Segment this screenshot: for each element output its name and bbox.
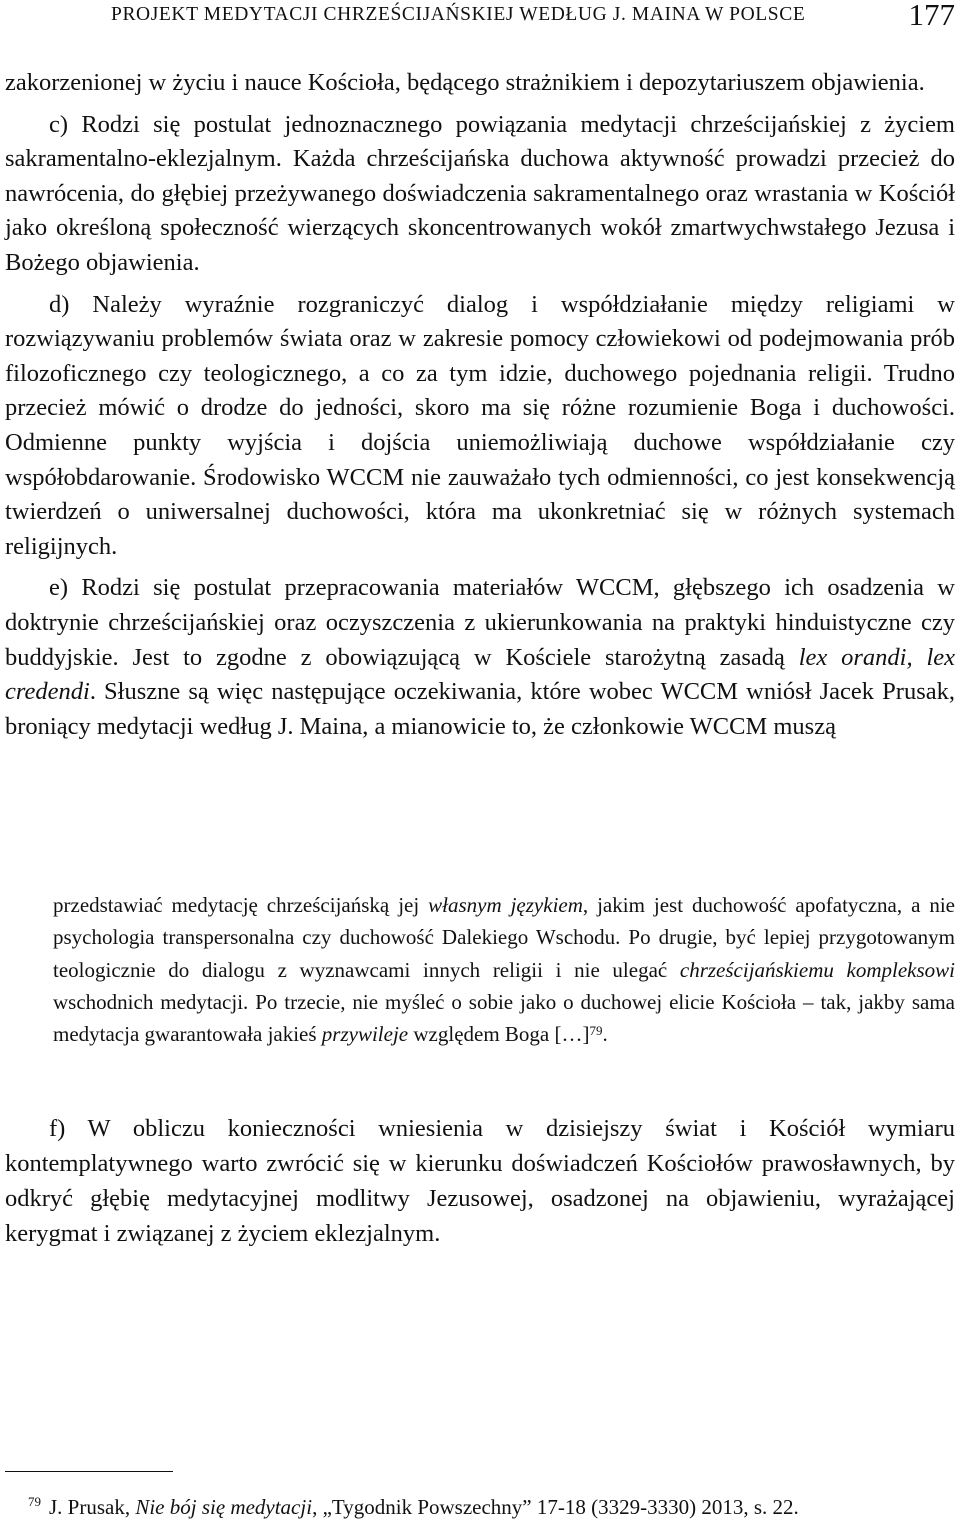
footnote: 79 J. Prusak, Nie bój się medytacji, „Tygodnik Powszechny” 17-18 (3329-3330) 2013, s. 22. [28, 1494, 799, 1519]
footnote-divider [5, 1471, 173, 1472]
quote-text-3: wschodnich medytacji. Po trzecie, nie myśleć o sobie jako o duchowej elicie Kościoła – tak, jakby sama medytacja gwarantowała jakieś [53, 989, 955, 1047]
quote-text-2: , jakim jest duchowość apofatyczna, a nie psychologia transpersonalna czy duchowość Dalekiego Wschodu. Po drugie, być lepiej przygotowanym teologicznie do dialogu z wyznawcami innych religii i nie ulegać [53, 893, 955, 982]
paragraph-e-text-1: e) Rodzi się postulat przepracowania materiałów WCCM, głębszego ich osadzenia w doktrynie chrześcijańskiej oraz oczyszczenia z ukierunkowania na praktyki hinduistyczne czy buddyjskie. Jest to zgodne z obowiązującą w Kościele starożytną zasadą [5, 574, 955, 671]
quote-italic-1: własnym językiem [428, 893, 583, 917]
main-text [5, 66, 955, 744]
paragraph-d: d) Należy wyraźnie rozgraniczyć dialog i współdziałanie między religiami w rozwiązywaniu problemów świata oraz w zakresie pomocy człowiekowi od podejmowania prób filozoficznego czy teologicznego, a co za tym idzie, duchowego pojednania religii. Trudno przecież mówić o drodze do jedności, skoro ma się różne rozumienie Boga i duchowości. Odmienne punkty wyjścia i dojścia uniemożliwiają duchowe współdziałanie czy współobdarowanie. Środowisko WCCM nie zauważało tych odmienności, co jest konsekwencją twierdzeń o uniwersalnej duchowości, która ma ukonkretniać się w różnych systemach religijnych. [5, 290, 955, 560]
paragraph-c: c) Rodzi się postulat jednoznacznego powiązania medytacji chrześcijańskiej z życiem sakramentalno-eklezjalnym. Każda chrześcijańska duchowa aktywność prowadzi przecież do nawrócenia, do głębiej przeżywanego doświadczenia sakramentalnego oraz wrastania w Kościół jako określoną społeczność wierzących skoncentrowanych wokół zmartwychwstałego Jezusa i Bożego objawienia. [5, 110, 955, 276]
footnote-author: J. Prusak, [49, 1495, 136, 1519]
quote-text-5: . [602, 1022, 608, 1047]
footnote-reference[interactable]: 79 [589, 1023, 603, 1039]
block-quote [53, 889, 955, 1050]
quote-italic-3: przywileje [321, 1022, 409, 1047]
quote-text-1: przedstawiać medytację chrześcijańską jej [53, 893, 429, 917]
paragraph-e-text-2: . Słuszne są więc następujące oczekiwania, które wobec WCCM wniósł Jacek Prusak, broniący medytacji według J. Maina, a mianowicie to, że członkowie WCCM muszą [5, 678, 955, 740]
running-title: PROJEKT MEDYTACJI CHRZEŚCIJAŃSKIEJ WEDŁUG J. MAINA W POLSCE [111, 4, 806, 25]
running-head [0, 0, 960, 40]
footnote-rest: , „Tygodnik Powszechny” 17-18 (3329-3330) 2013, s. 22. [312, 1495, 799, 1519]
paragraph-continuation: zakorzenionej w życiu i nauce Kościoła, będącego strażnikiem i depozytariuszem objawienia. [5, 69, 925, 96]
paragraph-e-italic: lex orandi, lex credendi [5, 643, 956, 706]
paragraph-e [5, 571, 955, 744]
quote-italic-2: chrześcijańskiemu kompleksowi [679, 957, 955, 982]
footnote-title: Nie bój się medytacji [135, 1495, 313, 1519]
quote-text-4: względem Boga […] [408, 1022, 590, 1047]
paragraph-f: f) W obliczu konieczności wniesienia w dzisiejszy świat i Kościół wymiaru kontemplatywnego warto zwrócić się w kierunku doświadczeń Kościołów prawosławnych, by odkryć głębię medytacyjnej modlitwy Jezusowej, osadzonej na objawieniu, wyrażającej kerygmat i związanej z życiem eklezjalnym. [5, 1115, 955, 1247]
page-number: 177 [908, 0, 955, 32]
